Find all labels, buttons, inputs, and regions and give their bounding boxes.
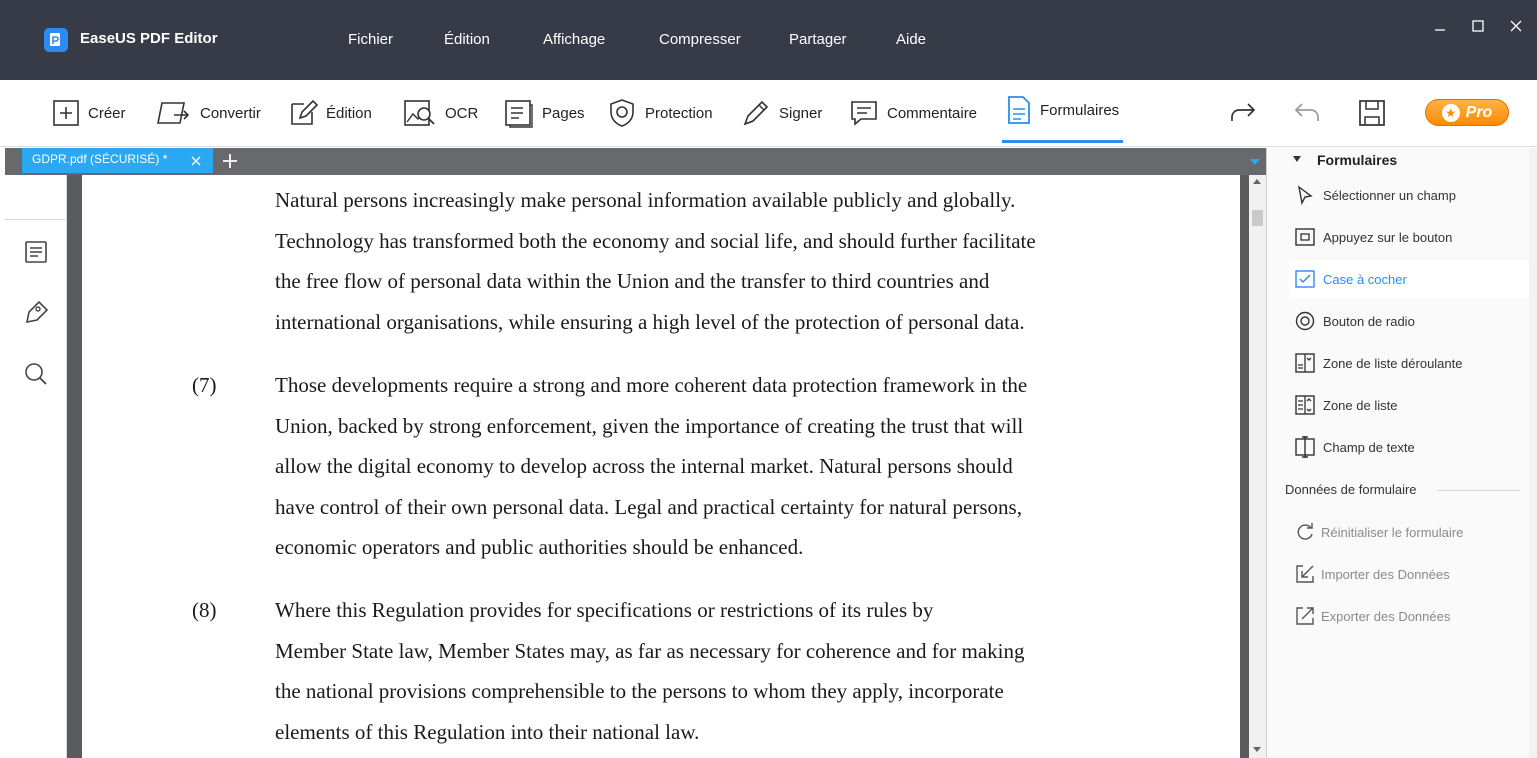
new-tab-icon[interactable] (221, 152, 239, 170)
tool-create-label: Créer (88, 104, 126, 122)
text-line: have control of their own personal data. Legal and practical certainty for natural persons, (275, 494, 1022, 519)
document-scrollbar[interactable] (1249, 175, 1266, 758)
pro-upgrade-button[interactable] (1425, 99, 1509, 126)
scroll-down-icon[interactable] (1253, 747, 1261, 752)
comment-icon (849, 98, 879, 128)
forms-icon (1006, 95, 1032, 125)
close-button[interactable] (1504, 14, 1528, 38)
tool-pages-label: Pages (542, 104, 585, 122)
field-combo-box-label: Zone de liste déroulante (1323, 355, 1463, 371)
field-list-box-label: Zone de liste (1323, 397, 1398, 413)
field-push-button[interactable] (1289, 218, 1531, 256)
tool-edit-label: Édition (326, 104, 372, 122)
field-select-label: Sélectionner un champ (1323, 187, 1456, 203)
export-data-label: Exporter des Données (1321, 608, 1451, 624)
reset-form-action[interactable] (1295, 517, 1463, 547)
field-radio-label: Bouton de radio (1323, 313, 1415, 329)
app-logo-icon (44, 28, 68, 52)
field-text-label: Champ de texte (1323, 439, 1415, 455)
minimize-icon (1433, 19, 1447, 33)
save-icon (1358, 99, 1386, 127)
menu-partager[interactable]: Partager (789, 31, 847, 48)
star-icon: ★ (1442, 104, 1460, 122)
minimize-button[interactable] (1428, 14, 1452, 38)
undo-icon (1293, 101, 1321, 125)
document-tab[interactable] (22, 148, 213, 173)
menu-fichier[interactable]: Fichier (348, 31, 394, 48)
text-line: economic operators and public authorities should be enhanced. (275, 535, 804, 559)
tool-ocr-label: OCR (445, 104, 479, 122)
tool-edit[interactable] (288, 80, 372, 146)
scroll-up-icon[interactable] (1253, 179, 1261, 184)
tool-forms[interactable] (1002, 80, 1123, 143)
redo-button[interactable] (1228, 98, 1258, 128)
text-field-icon (1295, 436, 1315, 458)
tag-icon (23, 300, 49, 326)
close-icon (1509, 19, 1523, 33)
tool-ocr[interactable] (403, 80, 478, 146)
import-data-label: Importer des Données (1321, 566, 1450, 582)
text-line: elements of this Regulation into their national law. (275, 719, 700, 744)
forms-panel (1266, 148, 1537, 758)
bookmarks-button[interactable] (21, 298, 51, 328)
text-line: allow the digital economy to develop across the internal market. Natural persons should (275, 454, 1013, 478)
panel-title: Formulaires (1317, 152, 1398, 168)
text-line: the national provisions comprehensible to the persons to whom they apply, incorporate (275, 679, 1004, 703)
tab-close-icon[interactable] (190, 155, 202, 167)
field-list-box[interactable] (1289, 386, 1531, 424)
document-tab-label: GDPR.pdf (SÉCURISÉ) * (32, 152, 168, 166)
menu-compresser[interactable]: Compresser (659, 31, 741, 48)
panel-scrollbar[interactable] (1529, 148, 1537, 758)
import-icon (1295, 564, 1315, 584)
menu-edition[interactable]: Édition (444, 31, 490, 48)
menu-affichage[interactable]: Affichage (543, 31, 606, 48)
tool-convert-label: Convertir (200, 104, 261, 122)
thumbnails-button[interactable] (21, 237, 51, 267)
shield-icon (607, 98, 637, 128)
plus-box-icon (52, 99, 80, 127)
reset-icon (1295, 522, 1315, 542)
checkbox-icon (1295, 269, 1315, 289)
scrollbar-thumb[interactable] (1252, 210, 1263, 226)
tool-protection-label: Protection (645, 104, 713, 122)
field-text[interactable] (1289, 428, 1531, 466)
field-radio[interactable] (1289, 302, 1531, 340)
pro-label: Pro (1465, 103, 1493, 121)
document-viewport[interactable] (67, 175, 1266, 758)
text-line: Member State law, Member States may, as far as necessary for coherence and for making (275, 638, 1025, 663)
combo-box-icon (1295, 353, 1315, 373)
text-line: the free flow of personal data within the Union and the transfer to third countries and (275, 269, 990, 293)
edit-icon (288, 98, 318, 128)
left-sidebar (5, 175, 67, 758)
main-toolbar (0, 80, 1537, 147)
maximize-icon (1471, 19, 1485, 33)
tool-convert[interactable] (154, 80, 261, 146)
import-data-action[interactable] (1295, 559, 1450, 589)
rail-divider (5, 219, 67, 220)
text-line: Union, backed by strong enforcement, given the importance of creating the trust that will (275, 413, 1024, 438)
tool-create[interactable] (52, 80, 126, 146)
title-bar (0, 0, 1537, 80)
tool-sign-label: Signer (779, 104, 823, 122)
ocr-icon (403, 98, 437, 128)
redo-icon (1229, 101, 1257, 125)
tool-sign[interactable] (741, 80, 822, 146)
undo-button[interactable] (1292, 98, 1322, 128)
paragraph-number: (7) (192, 373, 217, 397)
search-button[interactable] (21, 359, 51, 389)
tool-pages[interactable] (504, 80, 585, 146)
collapse-caret-icon[interactable] (1293, 156, 1301, 162)
thumbnails-icon (23, 239, 49, 265)
list-box-icon (1295, 395, 1315, 415)
section-divider (1437, 490, 1521, 491)
tool-forms-label: Formulaires (1040, 101, 1120, 119)
button-field-icon (1295, 227, 1315, 247)
field-select[interactable] (1289, 176, 1531, 214)
save-button[interactable] (1357, 98, 1387, 128)
export-icon (1295, 606, 1315, 626)
tool-comment[interactable] (849, 80, 977, 146)
field-checkbox-label: Case à cocher (1323, 271, 1407, 287)
paragraph-number: (8) (192, 598, 217, 622)
field-push-button-label: Appuyez sur le bouton (1323, 229, 1453, 245)
field-combo-box[interactable] (1289, 344, 1531, 382)
text-line: Natural persons increasingly make personal information available publicly and globally. (275, 188, 1016, 212)
pen-icon (741, 98, 771, 128)
text-line: Those developments require a strong and more coherent data protection framework in the (275, 373, 1028, 397)
tool-protection[interactable] (607, 80, 713, 146)
export-data-action[interactable] (1295, 601, 1450, 631)
radio-icon (1295, 311, 1315, 331)
text-line: international organisations, while ensuring a high level of the protection of personal data. (275, 309, 1025, 334)
paragraph-6-continuation (275, 180, 1175, 342)
tabs-dropdown-icon[interactable] (1250, 159, 1260, 165)
app-title: EaseUS PDF Editor (80, 30, 218, 47)
paragraph-8 (275, 590, 1175, 752)
tool-comment-label: Commentaire (887, 104, 978, 122)
maximize-button[interactable] (1466, 14, 1490, 38)
text-line: Where this Regulation provides for specifications or restrictions of its rules by (275, 598, 934, 622)
reset-form-label: Réinitialiser le formulaire (1321, 524, 1464, 540)
document-tab-strip (5, 148, 1266, 175)
form-data-section-title: Données de formulaire (1285, 482, 1417, 497)
convert-icon (154, 99, 192, 127)
menu-aide[interactable]: Aide (896, 31, 927, 48)
cursor-icon (1295, 185, 1315, 205)
search-icon (23, 361, 49, 387)
paragraph-7 (275, 365, 1175, 568)
field-checkbox[interactable] (1289, 260, 1531, 298)
text-line: Technology has transformed both the economy and social life, and should further facilitate (275, 228, 1036, 253)
pdf-page[interactable] (82, 175, 1240, 758)
pages-icon (504, 98, 534, 128)
